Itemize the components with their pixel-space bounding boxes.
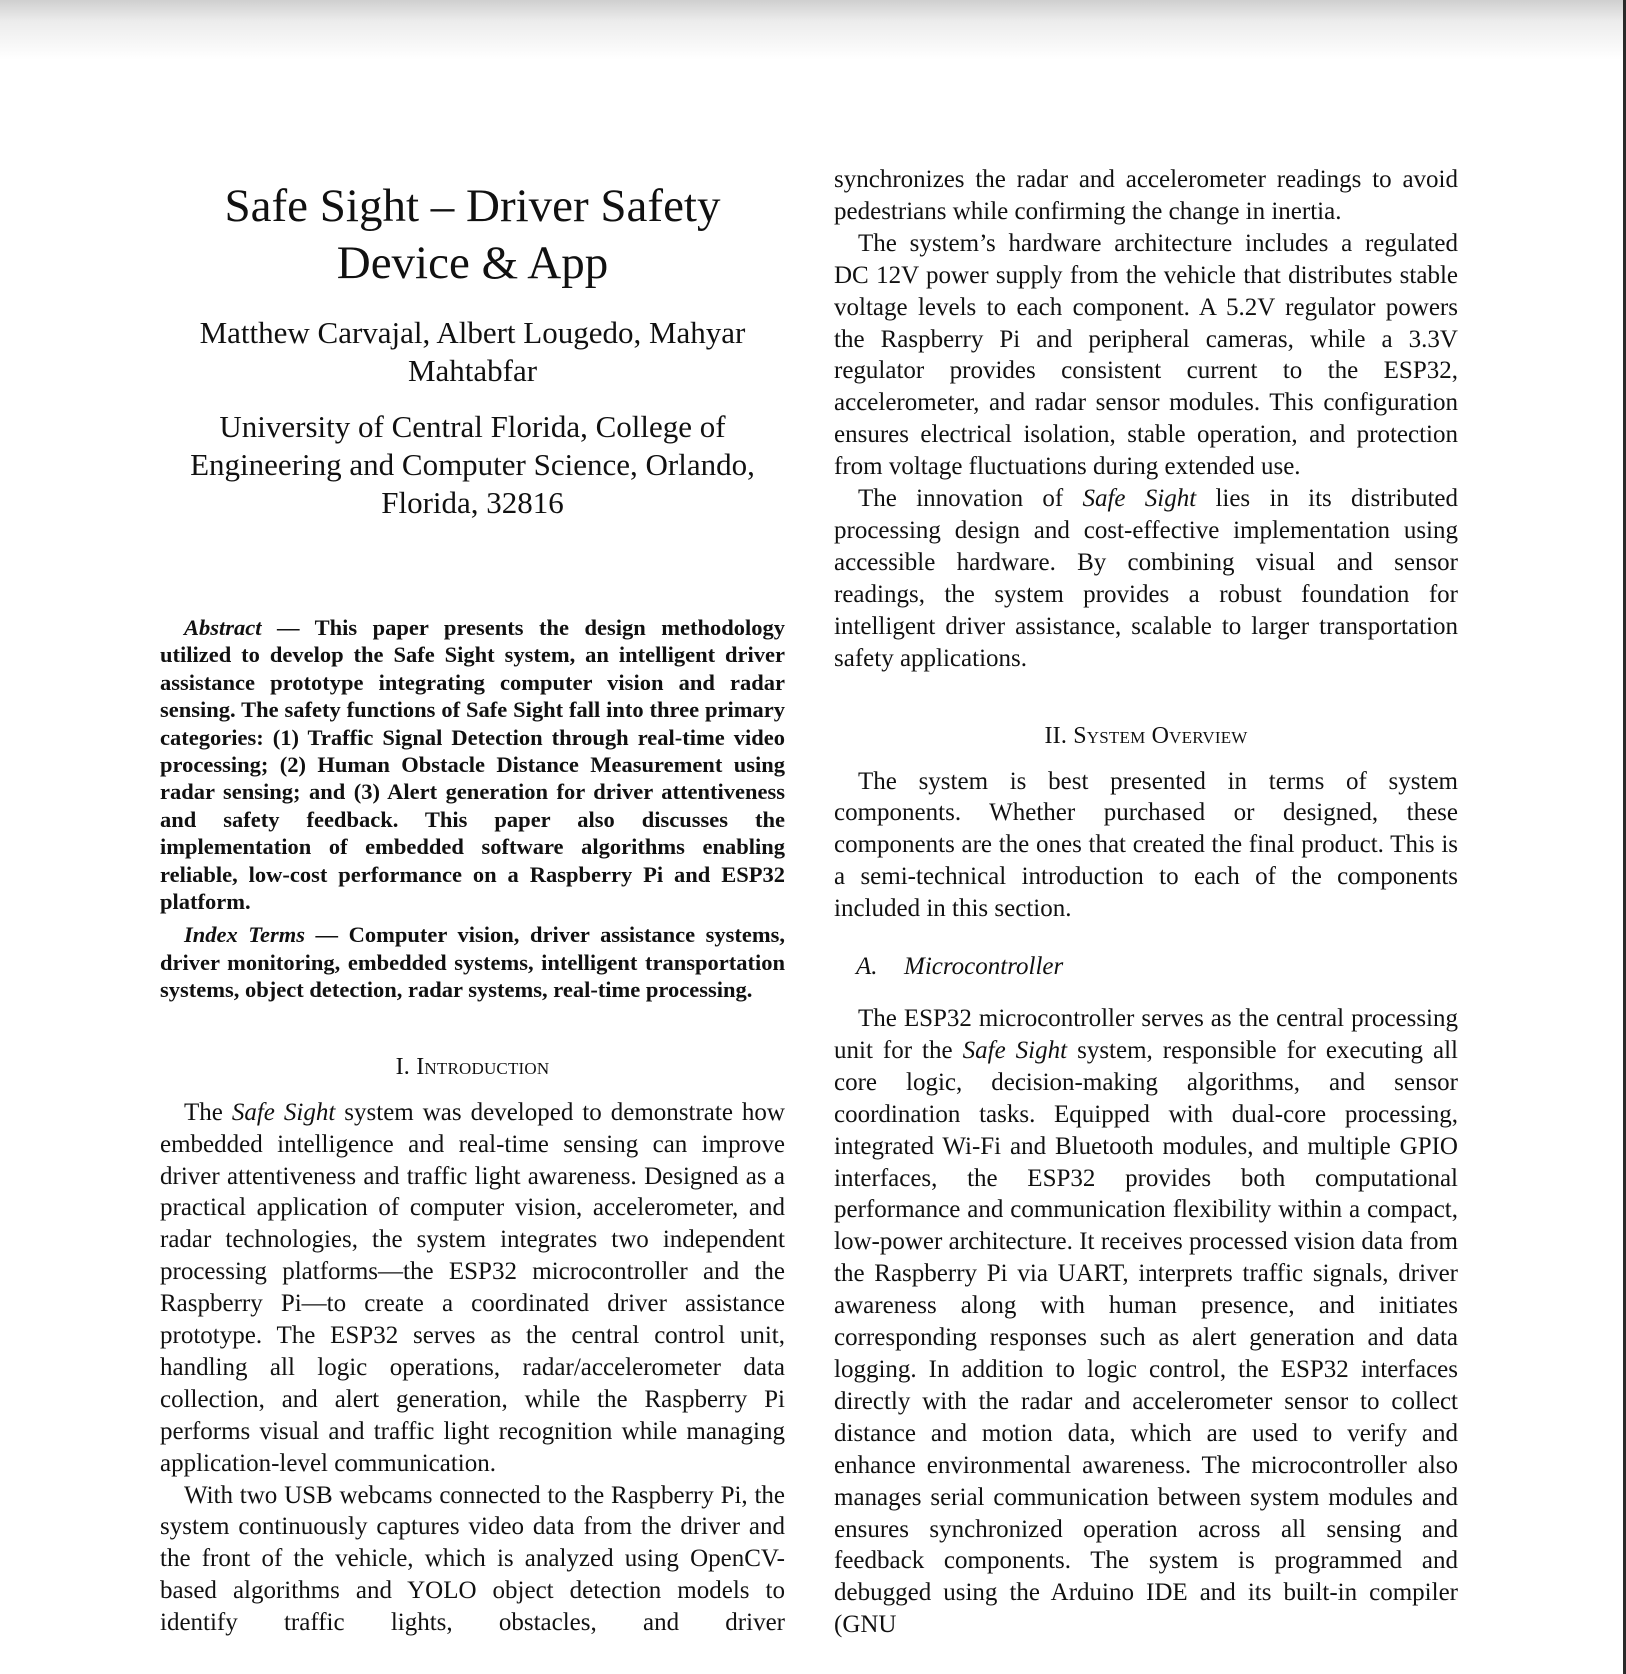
index-terms [160,921,785,1003]
affiliation-line-2: Engineering and Computer Science, Orlando, [190,447,755,482]
hardware-paragraph: The system’s hardware architecture includes a regulated DC 12V power supply from the vehicle that distributes stable voltage levels to each component. A 5.2V regulator powers the Raspberry Pi and peripheral cameras, while a 3.3V regulator provides consistent current to the ESP32, accelerometer, and radar sensor modules. This configuration ensures electrical isolation, stable operation, and protection from voltage fluctuations during extended use. [834,229,1458,481]
innovation-paragraph [834,483,1458,674]
affiliation [160,408,785,522]
subsection-heading-microcontroller [856,951,1458,983]
affiliation-line-1: University of Central Florida, College of [219,409,726,444]
left-column [160,178,785,1639]
viewer-top-shadow [0,0,1626,60]
system-overview-paragraph: The system is best presented in terms of system components. Whether purchased or designed, these components are the ones that created the final product. This is a semi-technical introduction to each of the components included in this section. [834,767,1458,923]
section-heading-introduction: I. Introduction [395,1053,550,1080]
microcontroller-pre: The ESP32 microcontroller serves as the central processing unit for the [834,1005,1458,1064]
intro-p1-italic: Safe Sight [231,1098,336,1126]
section-heading-system-overview: II. System Overview [1044,722,1248,749]
intro-paragraph-2: With two USB webcams connected to the Raspberry Pi, the system continuously captures video data from the driver and the front of the vehicle, which is analyzed using OpenCV-based algorithms and YOLO object detection models to identify traffic lights, obstacles, and driver [160,1481,785,1637]
innovation-italic: Safe Sight [1082,485,1197,513]
title-line-2: Device & App [336,237,609,289]
microcontroller-paragraph [834,1003,1458,1641]
microcontroller-italic: Safe Sight [962,1036,1068,1064]
intro-paragraph-1 [160,1097,785,1480]
innovation-pre: The innovation of [858,485,1083,513]
authors [160,314,785,390]
index-terms-text: — Computer vision, driver assistance systems, driver monitoring, embedded systems, intelligent transportation systems, object detection, radar systems, real-time processing. [160,922,785,1003]
affiliation-line-3: Florida, 32816 [381,485,564,520]
right-column [834,164,1458,1641]
title-line-1: Safe Sight – Driver Safety [224,180,721,232]
abstract [160,614,785,915]
authors-line-2: Mahtabfar [407,353,538,388]
subsection-number: A. [856,953,878,981]
intro-p1-post: system was developed to demonstrate how embedded intelligence and real-time sensing can improve driver attentiveness and traffic light awareness. Designed as a practical application of computer vision, accelerometer, and radar technologies, the system integrates two independent processing platforms—the ESP32 microcontroller and the Raspberry Pi—to create a coordinated driver assistance prototype. The ESP32 serves as the central control unit, handling all logic operations, radar/accelerometer data collection, and alert generation, while the Raspberry Pi performs visual and traffic light recognition while managing application-level communication. [160,1098,785,1477]
intro-p1-pre: The [184,1098,232,1126]
microcontroller-post: system, responsible for executing all core logic, decision-making algorithms, and sensor coordination tasks. Equipped with dual-core processing, integrated Wi-Fi and Bluetooth modules, and multiple GPIO interfaces, the ESP32 provides both computational performance and communication flexibility within a compact, low-power architecture. It receives processed vision data from the Raspberry Pi via UART, interprets traffic signals, driver awareness along with human presence, and initiates corresponding responses such as alert generation and data logging. In addition to logic control, the ESP32 interfaces directly with the radar and accelerometer sensor to collect distance and motion data, which are used to verify and enhance environmental awareness. The microcontroller also manages serial communication between system modules and ensures synchronized operation across all sensing and feedback components. The system is programmed and debugged using the Arduino IDE and its built-in compiler (GNU [834,1036,1459,1639]
innovation-post: lies in its distributed processing design and cost-effective implementation using accessible hardware. By combining visual and sensor readings, the system provides a robust foundation for intelligent driver assistance, scalable to larger transportation safety applications. [834,485,1458,672]
index-terms-label: Index Terms [184,922,305,948]
authors-line-1: Matthew Carvajal, Albert Lougedo, Mahyar [199,315,746,350]
abstract-label: Abstract [184,615,262,640]
abstract-text: — This paper presents the design methodology utilized to develop the Safe Sight system, an intelligent driver assistance prototype integrating computer vision and radar sensing. The safety functions of Safe Sight fall into three primary categories: (1) Traffic Signal Detection through real-time video processing; (2) Human Obstacle Distance Measurement using radar sensing; and (3) Alert generation for driver attentiveness and safety feedback. This paper also discusses the implementation of embedded software algorithms enabling reliable, low-cost performance on a Raspberry Pi and ESP32 platform. [160,615,785,915]
subsection-title: Microcontroller [904,953,1064,981]
paper-title [160,178,785,292]
continued-paragraph: synchronizes the radar and accelerometer readings to avoid pedestrians while confirming the change in inertia. [834,166,1458,225]
